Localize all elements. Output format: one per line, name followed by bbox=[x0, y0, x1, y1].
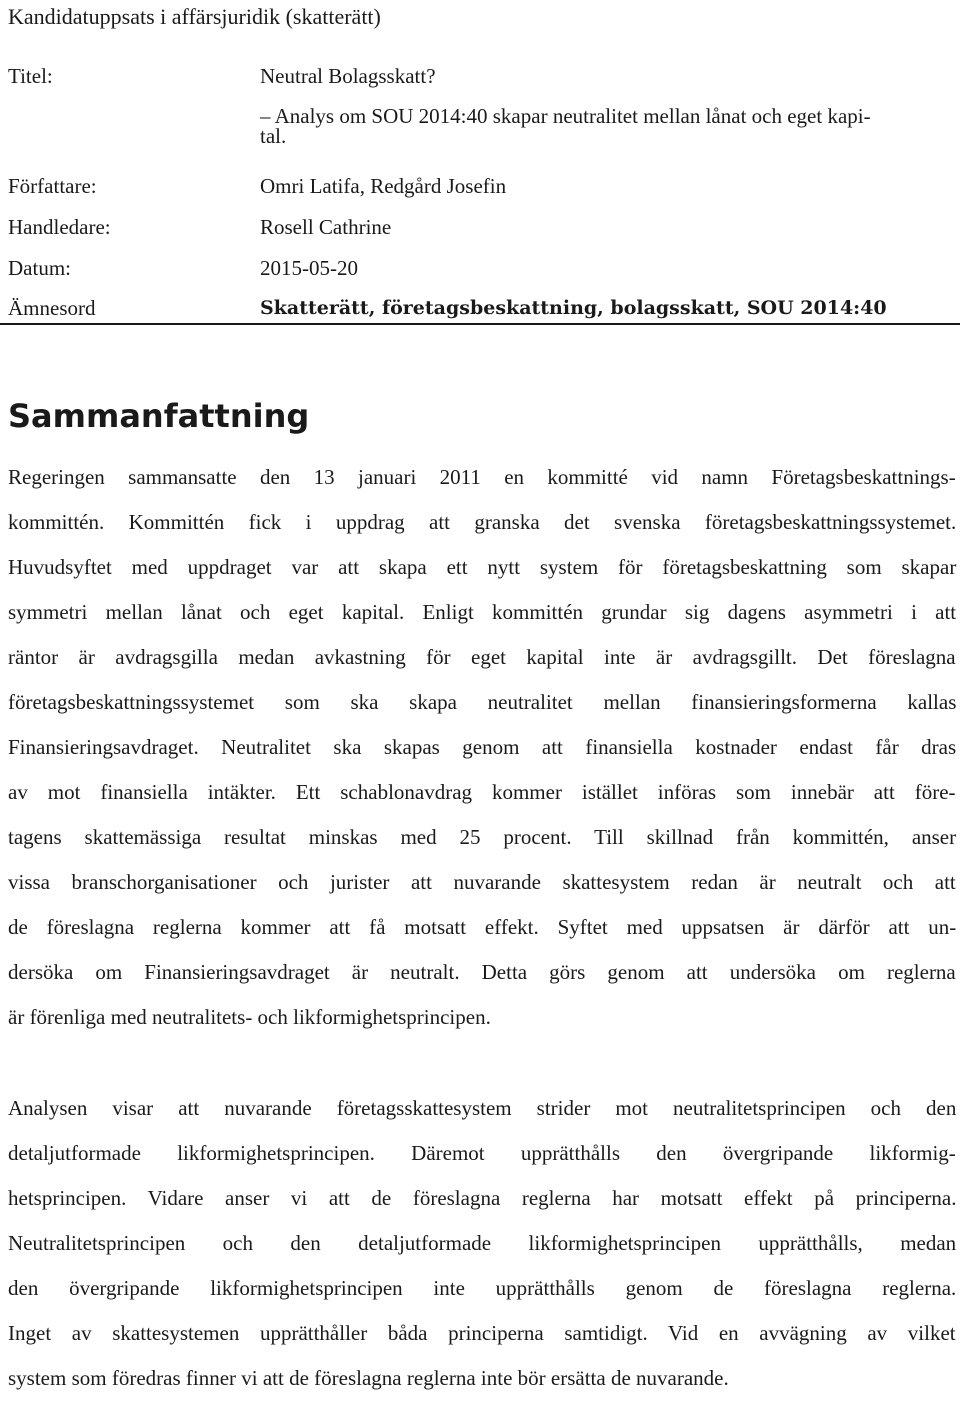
supervisor-value: Rosell Cathrine bbox=[260, 215, 392, 239]
paragraph-line: företagsbeskattningssystemet som ska skapa neutralitet mellan finansieringsformerna kallas bbox=[8, 690, 957, 714]
paragraph-line: symmetri mellan lånat och eget kapital. Enligt kommittén grundar sig dagens asymmetri i att bbox=[8, 600, 957, 624]
paragraph-line: tagens skattemässiga resultat minskas med 25 procent. Till skillnad från kommittén, anser bbox=[8, 825, 957, 849]
paragraph-line: räntor är avdragsgilla medan avkastning för eget kapital inte är avdragsgillt. Det föreslagna bbox=[8, 645, 956, 669]
title-label: Titel: bbox=[8, 64, 53, 88]
document-header: Kandidatuppsats i affärsjuridik (skatterätt) bbox=[8, 4, 381, 29]
date-value: 2015-05-20 bbox=[260, 256, 358, 280]
paragraph-line: detaljutformade likformighetsprincipen. Däremot upprätthålls den övergripande likformig- bbox=[8, 1141, 956, 1165]
subtitle bbox=[260, 102, 960, 150]
paragraph-line: de föreslagna reglerna kommer att få motsatt effekt. Syftet med uppsatsen är därför att un- bbox=[8, 915, 957, 939]
header-divider bbox=[0, 323, 960, 325]
paragraph-line: Inget av skattesystemen upprätthåller båda principerna samtidigt. Vid en avvägning av vilket bbox=[8, 1321, 956, 1345]
subtitle-line-1: – Analys om SOU 2014:40 skapar neutralitet mellan lånat och eget kapi- bbox=[260, 104, 871, 128]
paragraph-line: den övergripande likformighetsprincipen inte upprätthålls genom de föreslagna reglerna. bbox=[8, 1276, 957, 1300]
paragraph-line: Huvudsyftet med uppdraget var att skapa ett nytt system för företagsbeskattning som skapar bbox=[8, 555, 957, 579]
authors-label: Författare: bbox=[8, 174, 97, 198]
paragraph-line: Regeringen sammansatte den 13 januari 2011 en kommitté vid namn Företagsbeskattnings- bbox=[8, 465, 956, 489]
paragraph-line: är förenliga med neutralitets- och likformighetsprincipen. bbox=[8, 1005, 491, 1029]
paragraph-line: Neutralitetsprincipen och den detaljutformade likformighetsprincipen upprätthålls, medan bbox=[8, 1231, 957, 1255]
paragraph-line: Analysen visar att nuvarande företagsskattesystem strider mot neutralitetsprincipen och den bbox=[8, 1096, 957, 1120]
paragraph-line: system som föredras finner vi att de föreslagna reglerna inte bör ersätta de nuvarande. bbox=[8, 1366, 729, 1390]
summary-heading: Sammanfattning bbox=[8, 397, 310, 435]
paragraph-line: vissa branschorganisationer och jurister att nuvarande skattesystem redan är neutralt och att bbox=[8, 870, 956, 894]
paragraph-line: kommittén. Kommittén fick i uppdrag att granska det svenska företagsbeskattningssystemet. bbox=[8, 510, 957, 534]
paragraph-line: av mot finansiella intäkter. Ett schablonavdrag kommer istället införas som innebär att före- bbox=[8, 780, 956, 804]
paragraph-line: Finansieringsavdraget. Neutralitet ska skapas genom att finansiella kostnader endast får dras bbox=[8, 735, 957, 759]
date-label: Datum: bbox=[8, 256, 71, 280]
summary-paragraph-1 bbox=[8, 455, 956, 1040]
keywords-value: Skatterätt, företagsbeskattning, bolagsskatt, SOU 2014:40 bbox=[260, 297, 887, 319]
authors-value: Omri Latifa, Redgård Josefin bbox=[260, 174, 507, 198]
paragraph-line: hetsprincipen. Vidare anser vi att de föreslagna reglerna har motsatt effekt på principerna. bbox=[8, 1186, 957, 1210]
supervisor-label: Handledare: bbox=[8, 215, 111, 239]
title-value: Neutral Bolagsskatt? bbox=[260, 64, 436, 88]
keywords-label: Ämnesord bbox=[8, 296, 96, 320]
summary-paragraph-2 bbox=[8, 1086, 956, 1401]
subtitle-line-2: tal. bbox=[260, 124, 287, 148]
paragraph-line: dersöka om Finansieringsavdraget är neutralt. Detta görs genom att undersöka om reglerna bbox=[8, 960, 956, 984]
